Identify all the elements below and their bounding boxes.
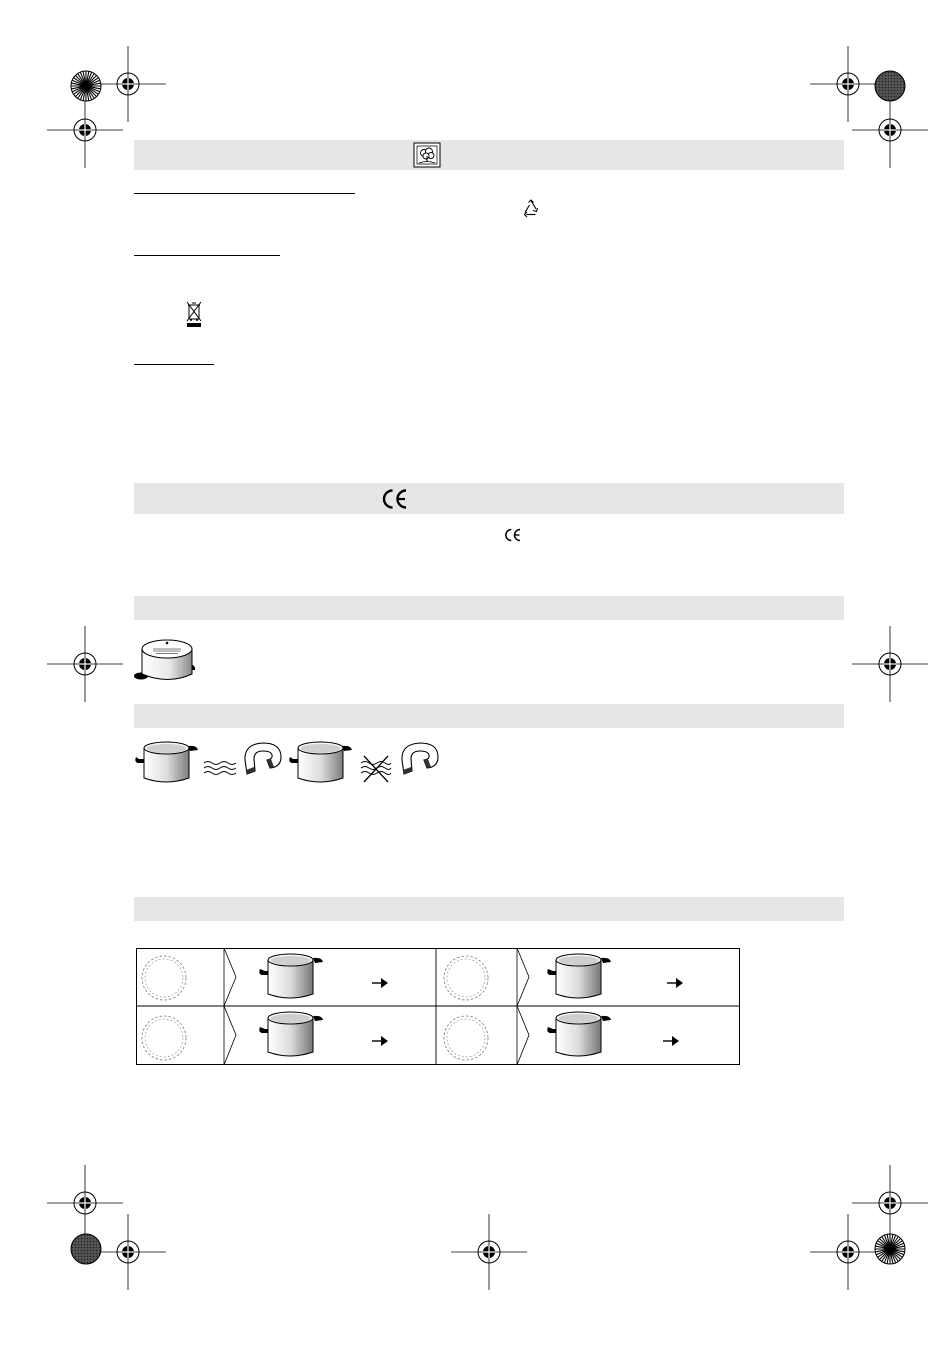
crosshair-target-icon xyxy=(47,626,123,702)
subheading-rule-appliance xyxy=(134,255,280,256)
dot-pattern-circle-icon xyxy=(875,71,905,101)
magnet-no-attract-icon xyxy=(360,754,392,784)
eco-leaf-label-icon xyxy=(413,142,441,168)
magnet-attract-icon xyxy=(203,760,237,776)
section-header-cookware xyxy=(134,596,844,620)
subheading-rule-packaging xyxy=(134,193,355,194)
ce-mark-icon xyxy=(504,528,522,542)
crosshair-target-icon xyxy=(810,46,886,122)
magnet-icon xyxy=(241,740,283,778)
section-header-induction-pans xyxy=(134,704,844,728)
pan-size-table xyxy=(136,948,740,1066)
section-header-environment xyxy=(134,140,844,170)
ce-mark-icon xyxy=(381,488,409,510)
magnet-icon xyxy=(398,740,440,778)
crosshair-target-icon xyxy=(47,92,123,168)
crosshair-target-icon xyxy=(47,1165,123,1241)
crossed-bin-icon xyxy=(185,300,203,328)
crosshair-target-icon xyxy=(852,626,928,702)
pot-icon xyxy=(259,954,323,998)
pot-icon xyxy=(547,1012,611,1056)
recycle-icon xyxy=(521,199,541,219)
subheading-rule-disposal xyxy=(134,364,214,365)
pot-icon xyxy=(547,954,611,998)
pot-icon xyxy=(134,740,200,786)
dot-pattern-circle-icon xyxy=(71,1234,101,1264)
crosshair-target-icon xyxy=(852,92,928,168)
crosshair-target-icon xyxy=(852,1165,928,1241)
pot-icon xyxy=(288,740,354,786)
section-header-pan-sizes xyxy=(134,897,844,921)
radial-star-icon xyxy=(71,71,101,101)
crosshair-target-icon xyxy=(810,1214,886,1290)
crosshair-target-icon xyxy=(451,1214,527,1290)
pot-icon xyxy=(133,634,199,686)
crosshair-target-icon xyxy=(90,1214,166,1290)
pot-icon xyxy=(259,1012,323,1056)
radial-star-icon xyxy=(875,1234,905,1264)
crosshair-target-icon xyxy=(90,46,166,122)
section-header-conformity xyxy=(134,483,844,514)
